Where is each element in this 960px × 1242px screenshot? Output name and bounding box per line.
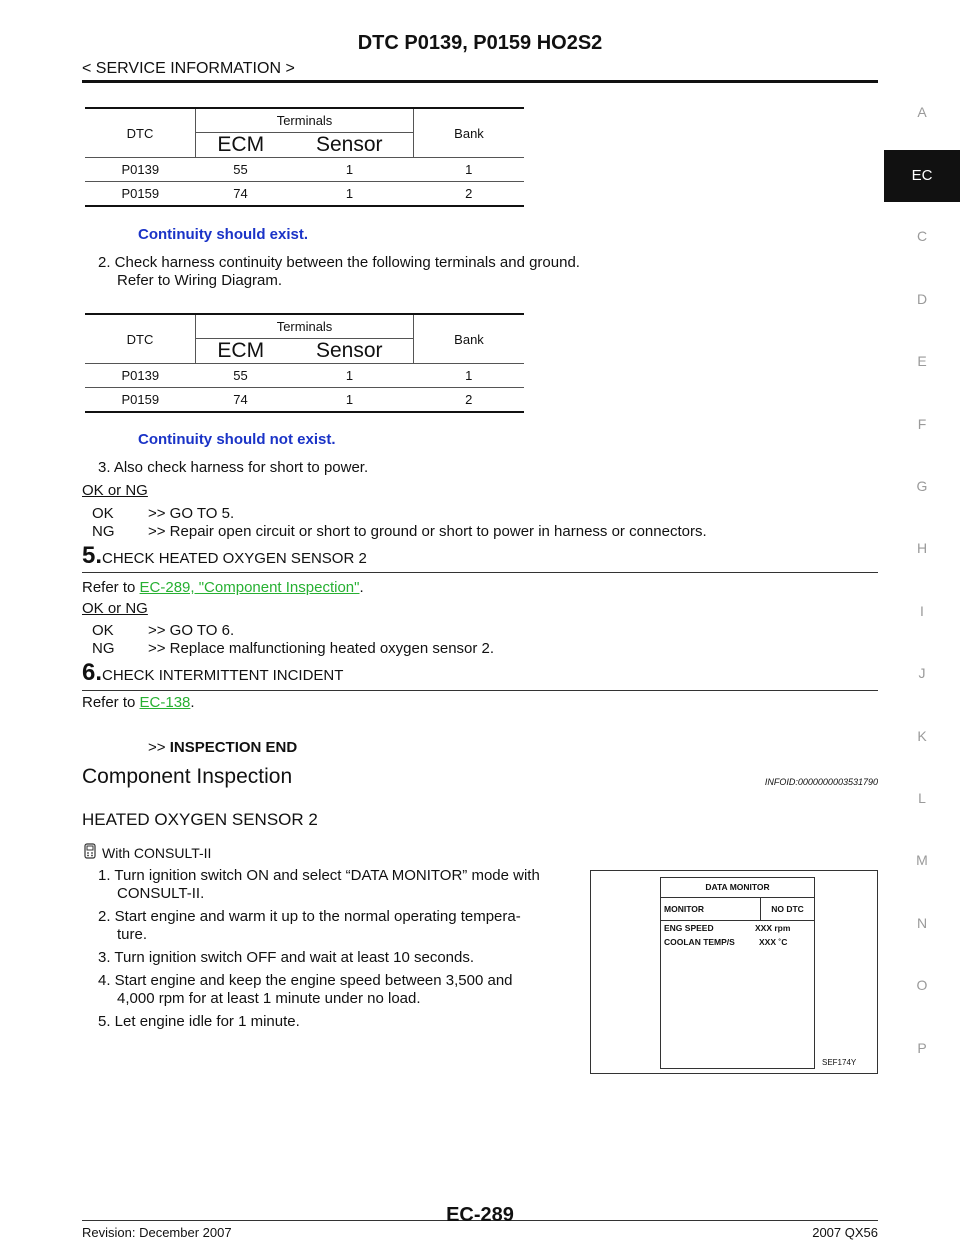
continuity-exist-note: Continuity should exist. xyxy=(138,226,309,243)
screen-row-coolant xyxy=(661,937,814,951)
side-tab-P[interactable]: P xyxy=(917,1040,927,1056)
ng-label: NG xyxy=(92,640,115,657)
screen-header-row xyxy=(661,898,814,921)
consult-text: With CONSULT-II xyxy=(102,845,212,861)
cell-sensor: 1 xyxy=(286,158,414,182)
step6-number: 6. xyxy=(82,659,103,686)
no-dtc-label: NO DTC xyxy=(771,904,804,914)
table-row xyxy=(85,388,524,413)
header-divider xyxy=(82,80,878,83)
model-label: 2007 QX56 xyxy=(812,1225,878,1240)
period: . xyxy=(190,694,195,711)
cell-bank: 2 xyxy=(414,182,525,207)
side-tab-L[interactable]: L xyxy=(918,790,926,806)
table-row xyxy=(85,364,524,388)
inspection-step-2: 2. Start engine and warm it up to the normal operating tempera- xyxy=(98,908,521,925)
cell-bank: 1 xyxy=(414,364,525,388)
col-bank: Bank xyxy=(414,314,525,364)
section-label: < SERVICE INFORMATION > xyxy=(82,60,295,77)
side-tab-F[interactable]: F xyxy=(917,416,927,432)
cell-ecm: 74 xyxy=(196,182,286,207)
screen-row-eng-speed xyxy=(661,923,814,937)
eng-speed-label: ENG SPEED xyxy=(664,923,714,933)
terminal-table-1 xyxy=(85,107,524,207)
step5-heading xyxy=(82,542,367,570)
cell-ecm: 55 xyxy=(196,364,286,388)
side-tab-E[interactable]: E xyxy=(917,353,927,369)
table-row xyxy=(85,182,524,207)
consult-icon xyxy=(82,843,98,863)
col-terminals: Terminals xyxy=(196,108,414,133)
ok-action: >> GO TO 5. xyxy=(148,505,235,522)
inspection-step-4: 4. Start engine and keep the engine speed between 3,500 and xyxy=(98,972,513,989)
subheading: HEATED OXYGEN SENSOR 2 xyxy=(82,810,318,829)
side-tab-D[interactable]: D xyxy=(916,291,928,307)
coolant-temp-value: XXX ˚C xyxy=(759,937,788,947)
refer-to-text: Refer to xyxy=(82,694,136,711)
col-ecm: ECM xyxy=(196,133,286,158)
side-tab-A[interactable]: A xyxy=(917,104,927,120)
consult-line xyxy=(82,843,211,863)
step5-number: 5. xyxy=(82,542,103,569)
side-tab-C[interactable]: C xyxy=(916,228,928,244)
side-tab-J[interactable]: J xyxy=(918,665,926,681)
ng-label: NG xyxy=(92,523,115,540)
inspection-step-3: 3. Turn ignition switch OFF and wait at least 10 seconds. xyxy=(98,949,475,966)
step6-refer xyxy=(82,694,195,711)
side-tab-I[interactable]: I xyxy=(920,603,924,619)
table-row xyxy=(85,158,524,182)
side-tab-G[interactable]: G xyxy=(916,478,928,494)
period: . xyxy=(359,579,364,596)
cell-dtc: P0159 xyxy=(85,388,196,413)
ec-138-link[interactable]: EC-138 xyxy=(139,694,191,711)
step5-refer xyxy=(82,579,364,596)
cell-ecm: 74 xyxy=(196,388,286,413)
ok-or-ng-label: OK or NG xyxy=(82,482,148,499)
inspection-step-2-cont: ture. xyxy=(117,926,148,943)
col-dtc: DTC xyxy=(85,314,196,364)
screen-title: DATA MONITOR xyxy=(661,878,814,898)
cell-dtc: P0139 xyxy=(85,364,196,388)
cell-dtc: P0139 xyxy=(85,158,196,182)
page-number: EC-289 xyxy=(446,1204,514,1226)
terminal-table-2 xyxy=(85,313,524,413)
col-sensor: Sensor xyxy=(286,339,414,364)
cell-bank: 2 xyxy=(414,388,525,413)
cell-ecm: 55 xyxy=(196,158,286,182)
step2-line2: Refer to Wiring Diagram. xyxy=(117,272,283,289)
end-text: INSPECTION END xyxy=(169,739,298,756)
cell-sensor: 1 xyxy=(286,364,414,388)
step2-line1: 2. Check harness continuity between the following terminals and ground. xyxy=(98,254,580,271)
side-tab-H[interactable]: H xyxy=(916,540,928,556)
page-title: DTC P0139, P0159 HO2S2 xyxy=(357,32,603,54)
consult-screen xyxy=(660,877,815,1069)
step6-rule xyxy=(82,690,878,691)
step5-rule xyxy=(82,572,878,573)
coolant-temp-label: COOLAN TEMP/S xyxy=(664,937,735,947)
ok-label: OK xyxy=(92,622,114,639)
component-inspection-link[interactable]: EC-289, "Component Inspection" xyxy=(139,579,360,596)
step5-title: CHECK HEATED OXYGEN SENSOR 2 xyxy=(102,550,367,567)
cell-sensor: 1 xyxy=(286,182,414,207)
refer-to-text: Refer to xyxy=(82,579,136,596)
step3-text: 3. Also check harness for short to power. xyxy=(98,459,369,476)
col-ecm: ECM xyxy=(196,339,286,364)
col-dtc: DTC xyxy=(85,108,196,158)
inspection-step-4-cont: 4,000 rpm for at least 1 minute under no load. xyxy=(117,990,421,1007)
step6-title: CHECK INTERMITTENT INCIDENT xyxy=(102,667,344,684)
eng-speed-value: XXX rpm xyxy=(755,923,791,933)
monitor-label: MONITOR xyxy=(661,898,761,920)
continuity-not-exist-note: Continuity should not exist. xyxy=(138,431,336,448)
col-sensor: Sensor xyxy=(286,133,414,158)
cell-dtc: P0159 xyxy=(85,182,196,207)
side-tab-N[interactable]: N xyxy=(916,915,928,931)
side-tab-EC[interactable]: EC xyxy=(884,150,960,202)
figure-code: SEF174Y xyxy=(822,1058,857,1067)
cell-sensor: 1 xyxy=(286,388,414,413)
step6-heading xyxy=(82,659,343,687)
component-inspection-heading: Component Inspection xyxy=(82,765,293,788)
col-bank: Bank xyxy=(414,108,525,158)
inspection-step-5: 5. Let engine idle for 1 minute. xyxy=(98,1013,300,1030)
inspection-end xyxy=(148,739,297,756)
ok-action: >> GO TO 6. xyxy=(148,622,235,639)
end-prefix: >> xyxy=(148,739,166,756)
side-tab-M[interactable]: M xyxy=(916,852,928,868)
side-tab-K[interactable]: K xyxy=(917,728,927,744)
ok-or-ng-label: OK or NG xyxy=(82,600,148,617)
info-id: INFOID:0000000003531790 xyxy=(764,777,878,787)
ng-action: >> Repair open circuit or short to ground or short to power in harness or connectors. xyxy=(148,523,707,540)
cell-bank: 1 xyxy=(414,158,525,182)
ok-label: OK xyxy=(92,505,114,522)
inspection-step-1-cont: CONSULT-II. xyxy=(117,885,205,902)
col-terminals: Terminals xyxy=(196,314,414,339)
revision-label: Revision: December 2007 xyxy=(82,1225,232,1240)
side-tab-O[interactable]: O xyxy=(916,977,928,993)
ng-action: >> Replace malfunctioning heated oxygen sensor 2. xyxy=(148,640,495,657)
inspection-step-1: 1. Turn ignition switch ON and select “DATA MONITOR” mode with xyxy=(98,867,540,884)
